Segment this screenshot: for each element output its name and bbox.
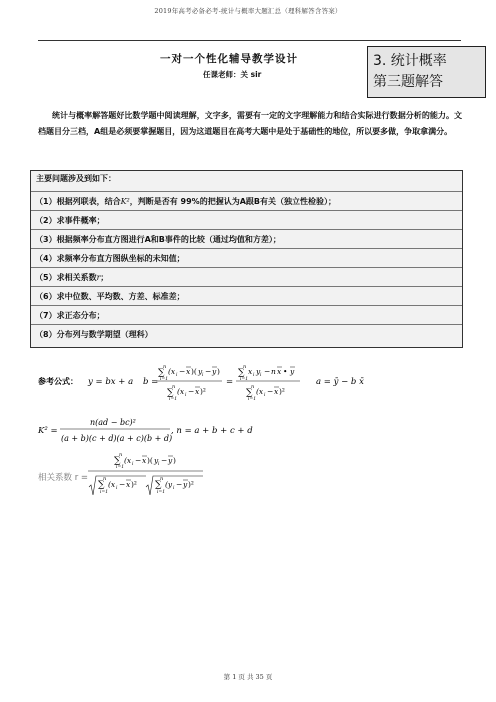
svg-text:)²: )² — [131, 480, 137, 489]
k2-lhs: K² = — [38, 426, 58, 436]
svg-text:)(: )( — [191, 367, 197, 376]
issue-number: （3） — [35, 235, 57, 244]
svg-text:n: n — [163, 364, 167, 370]
issue-text: 求频率分布直方图纵坐标的未知值； — [56, 254, 185, 263]
svg-text:): ) — [217, 367, 220, 376]
svg-text:y: y — [168, 456, 173, 465]
issue-number: （6） — [35, 292, 57, 301]
regression-formula: y = bx + a — [88, 377, 134, 387]
issue-number: （1） — [35, 197, 57, 206]
svg-text:i: i — [253, 373, 255, 378]
teacher-line: 任课老师：关 sir — [203, 70, 262, 79]
svg-text:−: − — [119, 480, 126, 489]
svg-text:∑: ∑ — [246, 388, 253, 398]
svg-text:•: • — [283, 367, 288, 376]
svg-text:−: − — [161, 456, 168, 465]
b-fraction-1 — [156, 364, 222, 402]
svg-text:∑: ∑ — [155, 480, 162, 490]
svg-text:i=1: i=1 — [116, 465, 125, 470]
svg-text:∑: ∑ — [167, 388, 174, 398]
svg-text:−: − — [135, 456, 142, 465]
svg-text:n: n — [251, 384, 255, 390]
svg-text:y: y — [212, 367, 217, 376]
svg-text:−: − — [264, 367, 271, 376]
svg-text:x: x — [274, 387, 279, 396]
svg-text:(x: (x — [124, 456, 132, 465]
svg-text:∑: ∑ — [114, 456, 121, 466]
issue-math: r — [96, 273, 101, 282]
svg-text:n: n — [119, 452, 123, 458]
svg-text:−: − — [179, 367, 186, 376]
a-formula: a = ȳ − b x̄ — [316, 377, 364, 387]
svg-text:(x: (x — [168, 367, 176, 376]
correlation-label: 相关系数 r = — [38, 473, 89, 483]
svg-text:)(: )( — [147, 456, 153, 465]
svg-text:)²: )² — [279, 387, 285, 396]
page-footer: 第 1 页 共 35 页 — [223, 673, 273, 681]
issues-heading: 主要问题涉及到如下： — [36, 174, 116, 183]
svg-text:n: n — [172, 384, 176, 390]
issue-math: K² — [120, 197, 130, 206]
corr-fraction — [88, 452, 203, 495]
svg-text:i: i — [176, 373, 178, 378]
k2-numerator: n(ad − bc)² — [90, 418, 136, 427]
k2-denominator: (a + b)(c + d)(a + c)(b + d) — [61, 434, 173, 443]
svg-text:∑: ∑ — [98, 480, 105, 490]
svg-text:x: x — [126, 480, 131, 489]
running-head: 2019年高考必备必考-统计与概率大题汇总（理科解答含答案） — [154, 7, 342, 15]
issue-text: 根据频率分布直方图进行A和B事件的比较（通过均值和方差）； — [56, 235, 281, 244]
svg-text:i: i — [202, 373, 204, 378]
svg-text:(y: (y — [165, 480, 173, 489]
svg-text:x: x — [195, 387, 200, 396]
svg-text:−: − — [267, 387, 274, 396]
issue-text: 分布列与数学期望（理科） — [56, 330, 153, 339]
svg-text:n: n — [243, 364, 247, 370]
svg-text:y: y — [198, 367, 203, 376]
svg-text:y: y — [256, 367, 261, 376]
b-fraction-2 — [236, 364, 300, 402]
svg-text:i=1: i=1 — [169, 397, 178, 402]
svg-text:i: i — [185, 393, 187, 398]
svg-text:i: i — [158, 462, 160, 467]
svg-text:i=1: i=1 — [157, 490, 166, 495]
document-title: 一对一个性化辅导教学设计 — [160, 53, 298, 65]
svg-text:y: y — [183, 480, 188, 489]
issue-text: 求中位数、平均数、方差、标准差； — [56, 292, 185, 301]
svg-text:(x: (x — [108, 480, 116, 489]
k2-n-definition: , n = a + b + c + d — [171, 426, 253, 436]
svg-text:=: = — [226, 377, 234, 387]
topic-line-2: 第三题解答 — [373, 74, 443, 90]
svg-text:(x: (x — [256, 387, 264, 396]
svg-text:(x: (x — [177, 387, 185, 396]
svg-text:y: y — [154, 456, 159, 465]
svg-text:∑: ∑ — [238, 368, 245, 378]
svg-text:x: x — [142, 456, 147, 465]
svg-text:)²: )² — [200, 387, 206, 396]
svg-text:x: x — [248, 367, 253, 376]
svg-text:i=1: i=1 — [160, 377, 169, 382]
svg-text:−: − — [205, 367, 212, 376]
svg-text:): ) — [173, 456, 176, 465]
intro-paragraph: 统计与概率解答题好比数学题中阅读理解，文字多，需要有一定的文字理解能力和结合实际进行数据分析的能力。文档题目分三档，A组是必须要掌握题目，因为这道题目在高考大题中是处于基础性的地位，所以要多做，争取拿满分。 — [38, 111, 462, 136]
svg-text:i: i — [264, 393, 266, 398]
reference-label: 参考公式： — [38, 376, 78, 386]
issue-text: 根据列联表，结合 — [56, 197, 121, 206]
svg-text:n: n — [160, 476, 164, 482]
svg-text:)²: )² — [188, 480, 194, 489]
issue-text-tail: ，判断是否有 99%的把握认为A跟B有关（独立性检验）； — [129, 197, 336, 206]
issue-number: （5） — [35, 273, 57, 282]
svg-text:i: i — [260, 373, 262, 378]
issue-text: 求正态分布； — [56, 311, 105, 320]
issue-text: 求事件概率； — [56, 216, 105, 225]
issue-number: （4） — [35, 254, 57, 263]
issue-text: 求相关系数 — [56, 273, 97, 282]
svg-text:i=1: i=1 — [240, 377, 249, 382]
issue-text-tail: ； — [100, 273, 109, 282]
topic-line-1: 3. 统计概率 — [373, 53, 447, 69]
svg-text:i=1: i=1 — [100, 490, 109, 495]
issue-number: （7） — [35, 311, 57, 320]
b-lhs: b = — [143, 377, 159, 387]
svg-text:n: n — [271, 367, 276, 376]
svg-text:i=1: i=1 — [248, 397, 257, 402]
svg-text:x: x — [277, 367, 282, 376]
issue-number: （2） — [35, 216, 57, 225]
svg-text:i: i — [116, 486, 118, 491]
svg-text:∑: ∑ — [158, 368, 165, 378]
svg-text:n: n — [103, 476, 107, 482]
svg-text:−: − — [188, 387, 195, 396]
svg-text:−: − — [176, 480, 183, 489]
issue-number: （8） — [35, 330, 57, 339]
svg-text:y: y — [290, 367, 295, 376]
svg-text:i: i — [173, 486, 175, 491]
svg-text:i: i — [132, 462, 134, 467]
svg-text:x: x — [186, 367, 191, 376]
